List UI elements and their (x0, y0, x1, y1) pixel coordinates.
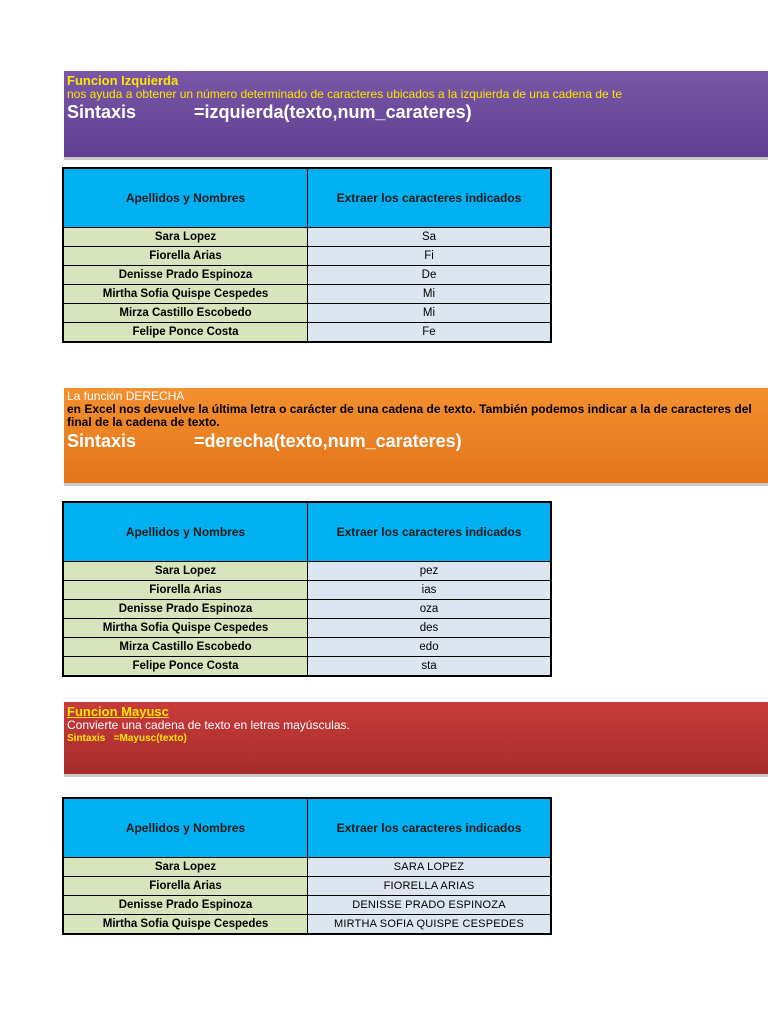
name-cell[interactable]: Sara Lopez (63, 562, 308, 581)
syntax-line (67, 101, 764, 123)
table-row (63, 915, 551, 935)
table-row (63, 619, 551, 638)
table-row (63, 323, 551, 343)
result-cell[interactable]: edo (308, 638, 552, 657)
result-cell[interactable]: oza (308, 600, 552, 619)
result-cell[interactable]: Fe (308, 323, 552, 343)
syntax-label: Sintaxis (67, 102, 137, 122)
result-cell[interactable]: sta (308, 657, 552, 677)
result-cell[interactable]: Mi (308, 285, 552, 304)
section-title: Funcion Mayusc (67, 704, 169, 719)
name-cell[interactable]: Denisse Prado Espinoza (63, 600, 308, 619)
name-cell[interactable]: Mirza Castillo Escobedo (63, 638, 308, 657)
section-title: La función DERECHA (67, 389, 185, 403)
name-cell[interactable]: Fiorella Arias (63, 877, 308, 896)
result-cell[interactable]: pez (308, 562, 552, 581)
header-names: Apellidos y Nombres (63, 168, 308, 228)
syntax-line (67, 732, 764, 745)
table-row (63, 581, 551, 600)
header-names: Apellidos y Nombres (63, 502, 308, 562)
header-result: Extraer los caracteres indicados (308, 168, 552, 228)
name-cell[interactable]: Felipe Ponce Costa (63, 657, 308, 677)
section-title: Funcion Izquierda (67, 73, 179, 88)
name-cell[interactable]: Mirtha Sofia Quispe Cespedes (63, 285, 308, 304)
table-row (63, 304, 551, 323)
result-cell[interactable]: des (308, 619, 552, 638)
name-cell[interactable]: Mirza Castillo Escobedo (63, 304, 308, 323)
name-cell[interactable]: Fiorella Arias (63, 581, 308, 600)
table-row (63, 896, 551, 915)
syntax-formula: =Mayusc(texto) (113, 733, 187, 744)
table-row (63, 247, 551, 266)
result-cell[interactable]: ias (308, 581, 552, 600)
result-cell[interactable]: De (308, 266, 552, 285)
name-cell[interactable]: Felipe Ponce Costa (63, 323, 308, 343)
header-names: Apellidos y Nombres (63, 798, 308, 858)
syntax-line (67, 430, 764, 452)
result-cell[interactable]: Sa (308, 228, 552, 247)
syntax-formula: =izquierda(texto,num_carateres) (194, 102, 472, 122)
syntax-label: Sintaxis (67, 431, 137, 451)
table-row (63, 266, 551, 285)
result-cell[interactable]: Mi (308, 304, 552, 323)
result-cell[interactable]: DENISSE PRADO ESPINOZA (308, 896, 552, 915)
name-cell[interactable]: Denisse Prado Espinoza (63, 266, 308, 285)
header-result: Extraer los caracteres indicados (308, 502, 552, 562)
name-cell[interactable]: Sara Lopez (63, 228, 308, 247)
section-description: Convierte una cadena de texto en letras mayúsculas. (67, 718, 350, 732)
table-row (63, 657, 551, 677)
derecha-banner (64, 388, 768, 486)
result-cell[interactable]: MIRTHA SOFIA QUISPE CESPEDES (308, 915, 552, 935)
table-row (63, 638, 551, 657)
section-description: nos ayuda a obtener un número determinado de caracteres ubicados a la izquierda de una cadena de te (67, 87, 623, 101)
table-row (63, 877, 551, 896)
table-row (63, 228, 551, 247)
table-row (63, 562, 551, 581)
section-description: en Excel nos devuelve la última letra o carácter de una cadena de texto. También podemos indicar a la de caracteres del final de la cadena de texto. (67, 402, 752, 429)
name-cell[interactable]: Sara Lopez (63, 858, 308, 877)
table-row (63, 600, 551, 619)
mayusc-banner (64, 702, 768, 777)
result-cell[interactable]: SARA LOPEZ (308, 858, 552, 877)
name-cell[interactable]: Denisse Prado Espinoza (63, 896, 308, 915)
name-cell[interactable]: Mirtha Sofia Quispe Cespedes (63, 619, 308, 638)
derecha-table (62, 501, 552, 677)
name-cell[interactable]: Mirtha Sofia Quispe Cespedes (63, 915, 308, 935)
izquierda-table (62, 167, 552, 343)
result-cell[interactable]: FIORELLA ARIAS (308, 877, 552, 896)
mayusc-table (62, 797, 552, 935)
result-cell[interactable]: Fi (308, 247, 552, 266)
header-result: Extraer los caracteres indicados (308, 798, 552, 858)
table-row (63, 858, 551, 877)
table-row (63, 285, 551, 304)
syntax-label: Sintaxis (67, 733, 106, 744)
izquierda-banner (64, 71, 768, 160)
syntax-formula: =derecha(texto,num_carateres) (194, 431, 462, 451)
name-cell[interactable]: Fiorella Arias (63, 247, 308, 266)
